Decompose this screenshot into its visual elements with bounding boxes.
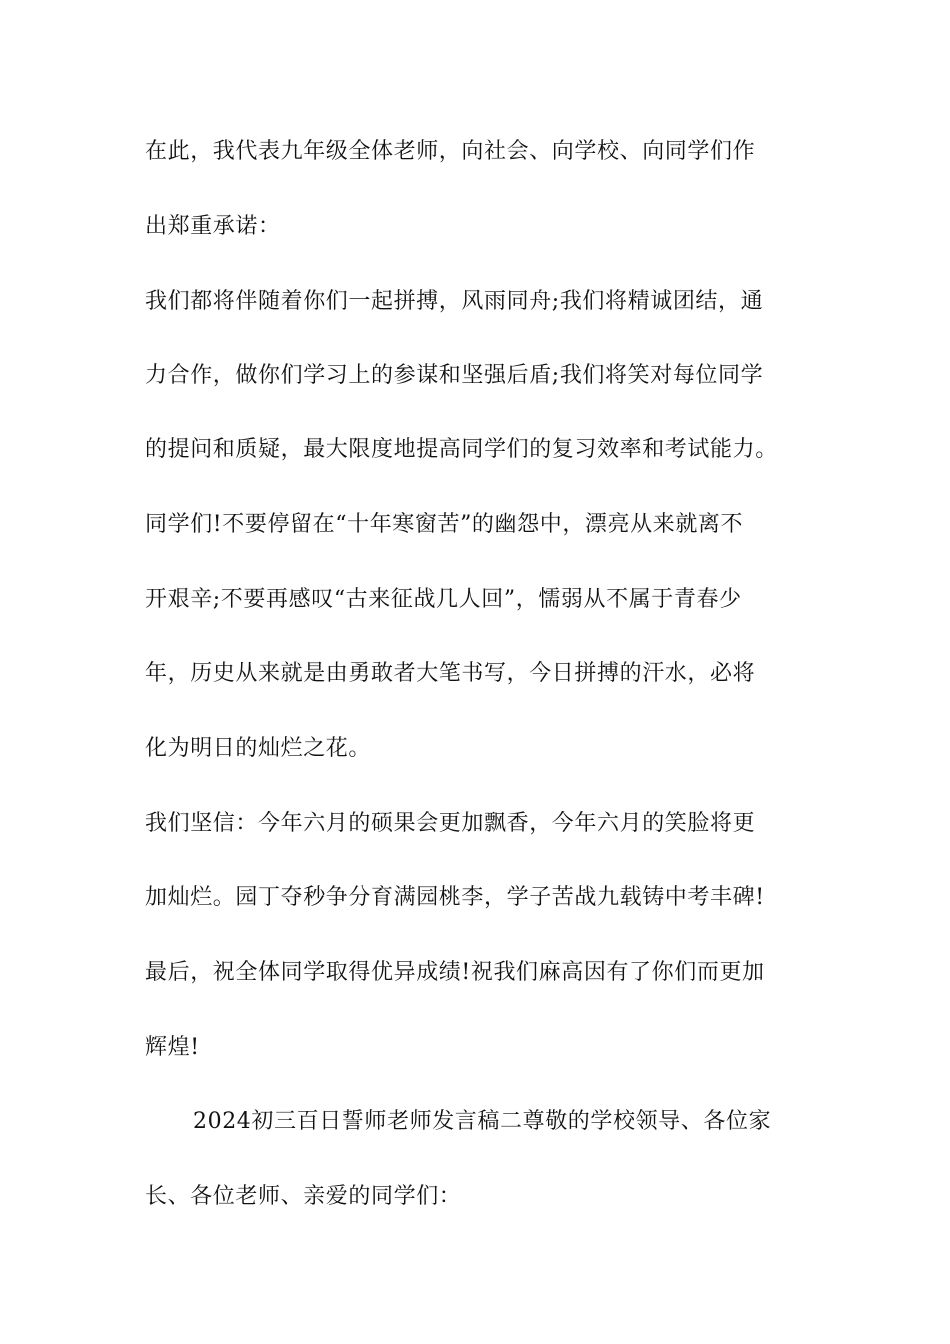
text-line: 化为明日的灿烂之花。 [145,736,372,761]
text-line: 在此，我代表九年级全体老师，向社会、向学校、向同学们作 [145,139,756,164]
text-line: 开艰辛;不要再感叹“古来征战几人回”，懦弱从不属于青春少 [145,587,742,612]
text-line: 出郑重承诺： [145,214,281,239]
text-line: 长、各位老师、亲爱的同学们： [145,1184,462,1209]
text-line: 的提问和质疑，最大限度地提高同学们的复习效率和考试能力。 [145,437,778,462]
text-line: 我们坚信：今年六月的硕果会更加飘香，今年六月的笑脸将更 [145,811,756,836]
text-line: 最后，祝全体同学取得优异成绩!祝我们麻高因有了你们而更加 [145,960,765,985]
text-line: 辉煌! [145,1035,200,1060]
text-line: 年，历史从来就是由勇敢者大笔书写，今日拼搏的汗水，必将 [145,661,756,686]
text-line: 同学们!不要停留在“十年寒窗苦”的幽怨中，漂亮从来就离不 [145,512,744,537]
text-line: 力合作，做你们学习上的参谋和坚强后盾;我们将笑对每位同学 [145,363,764,388]
text-line: 加灿烂。园丁夺秒争分育满园桃李，学子苦战九载铸中考丰碑! [145,885,765,910]
section-heading-line: 2024初三百日誓师老师发言稿二尊敬的学校领导、各位家 [193,1109,772,1134]
text-line: 我们都将伴随着你们一起拼搏，风雨同舟;我们将精诚团结，通 [145,289,764,314]
